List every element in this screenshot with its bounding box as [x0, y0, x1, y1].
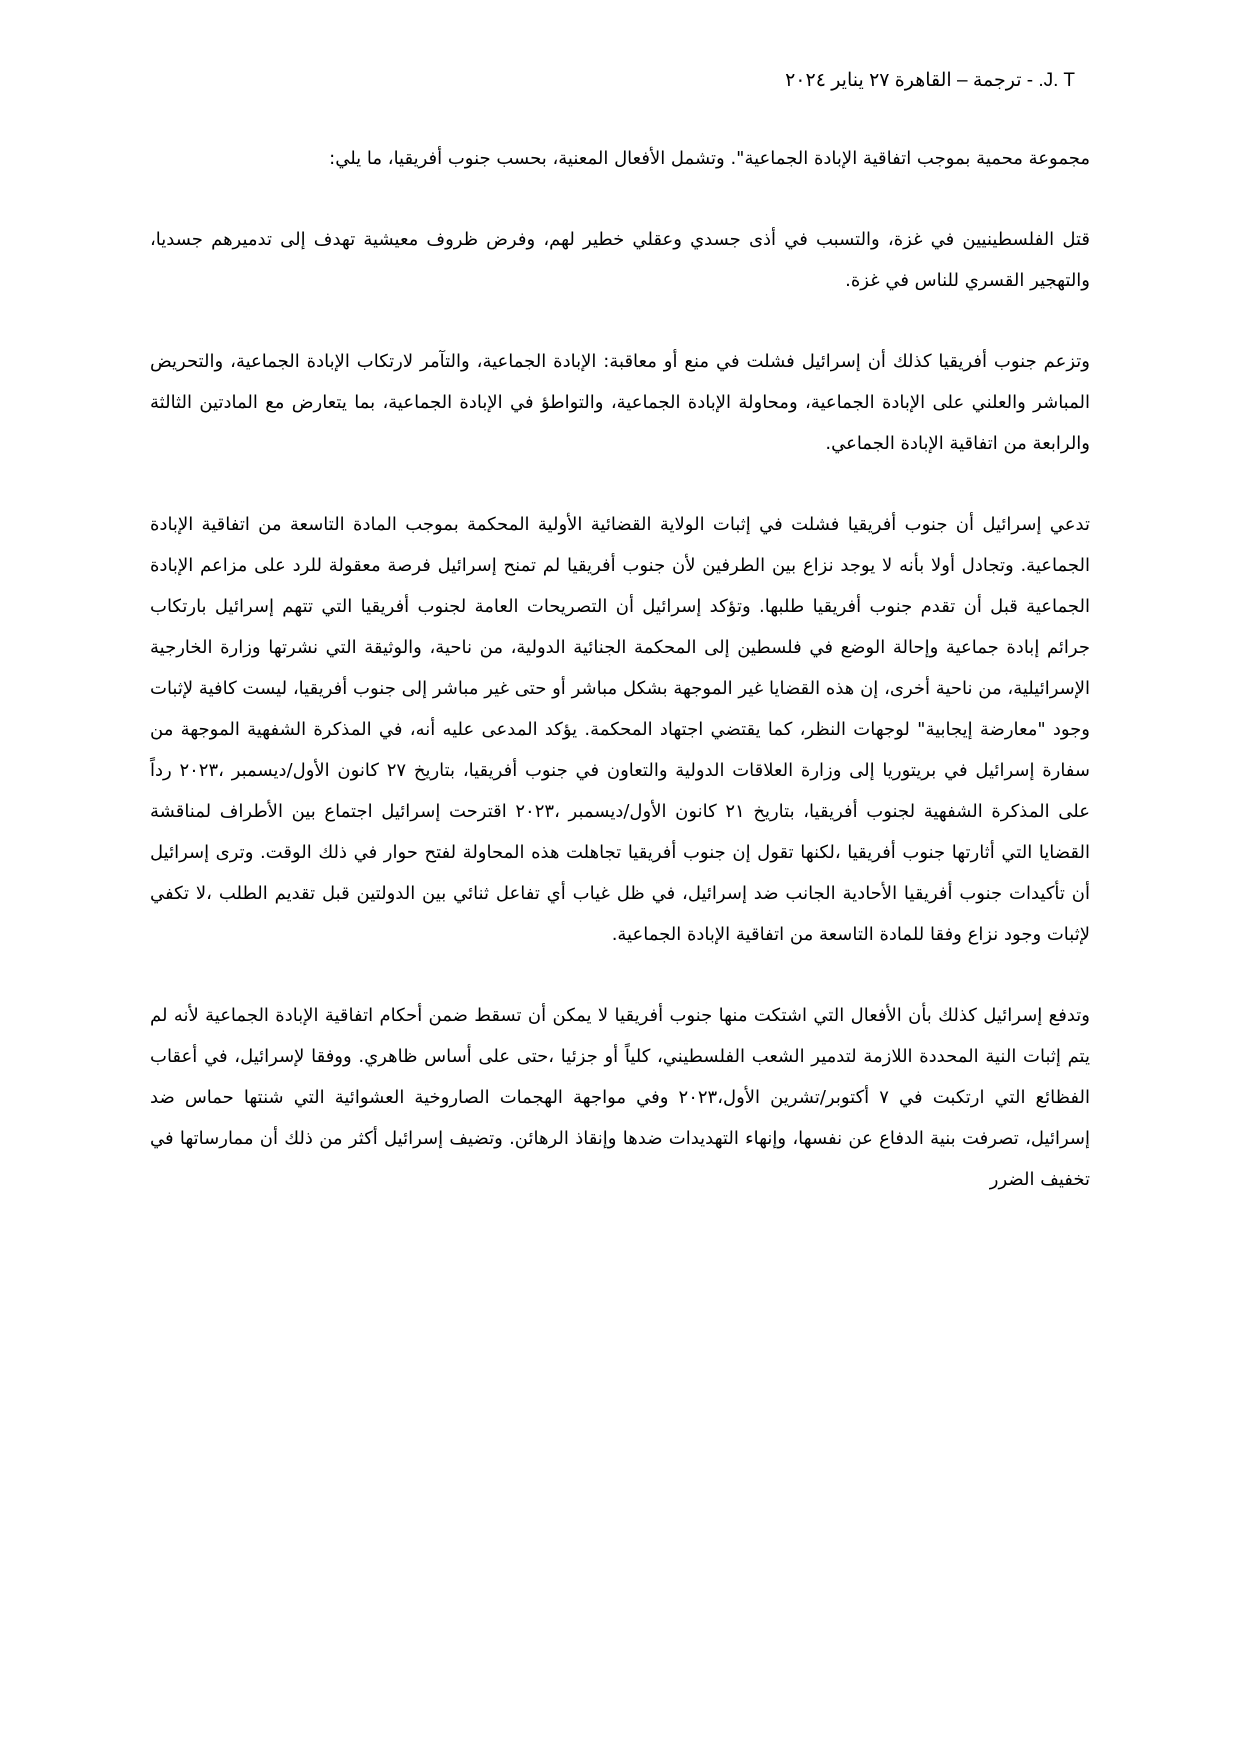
paragraph-protected-group: مجموعة محمية بموجب اتفاقية الإبادة الجماعية". وتشمل الأفعال المعنية، بحسب جنوب أفريقيا، ما يلي:: [329, 148, 1090, 169]
paragraph-jurisdiction-argument: تدعي إسرائيل أن جنوب أفريقيا فشلت في إثبات الولاية القضائية الأولية المحكمة بموجب المادة التاسعة من اتفاقية الإبادة الجماعية. وتجادل أولا بأنه لا يوجد نزاع بين الطرفين لأن جنوب أفريقيا لم تمنح إسرائيل فرصة معقولة للرد على مزاعم الإبادة الجماعية قبل أن تقدم جنوب أفريقيا طلبها. وتؤكد إسرائيل أن التصريحات العامة لجنوب أفريقيا التي تتهم إسرائيل بارتكاب جرائم إبادة جماعية وإحالة الوضع في فلسطين إلى المحكمة الجنائية الدولية، من ناحية، والوثيقة التي نشرتها وزارة الخارجية الإسرائيلية، من ناحية أخرى، إن هذه القضايا غير الموجهة بشكل مباشر أو حتى غير مباشر إلى جنوب أفريقيا، ليست كافية لإثبات وجود "معارضة إيجابية" لوجهات النظر، كما يقتضي اجتهاد المحكمة. يؤكد المدعى عليه أنه، في المذكرة الشفهية الموجهة من سفارة إسرائيل في بريتوريا إلى وزارة العلاقات الدولية والتعاون في جنوب أفريقيا، بتاريخ ٢٧ كانون الأول/ديسمبر ،٢٠٢٣ رداً على المذكرة الشفهية لجنوب أفريقيا، بتاريخ ٢١ كانون الأول/ديسمبر ،٢٠٢٣ اقترحت إسرائيل اجتماع بين الأطراف لمناقشة القضايا التي أثارتها جنوب أفريقيا ،لكنها تقول إن جنوب أفريقيا تجاهلت هذه المحاولة لفتح حوار في ذلك الوقت. وترى إسرائيل أن تأكيدات جنوب أفريقيا الأحادية الجانب ضد إسرائيل، في ظل غياب أي تفاعل ثنائي بين الدولتين قبل تقديم الطلب ،لا تكفي لإثبات وجود نزاع وفقا للمادة التاسعة من اتفاقية الإبادة الجماعية.: [150, 514, 1090, 945]
paragraph-intent-argument: وتدفع إسرائيل كذلك بأن الأفعال التي اشتكت منها جنوب أفريقيا لا يمكن أن تسقط ضمن أحكام اتفاقية الإبادة الجماعية لأنه لم يتم إثبات النية المحددة اللازمة لتدمير الشعب الفلسطيني، كلياً أو جزئيا ،حتى على أساس ظاهري. ووفقا لإسرائيل، في أعقاب الفظائع التي ارتكبت في ٧ أكتوبر/تشرين الأول،٢٠٢٣ وفي مواجهة الهجمات الصاروخية العشوائية التي شنتها حماس ضد إسرائيل، تصرفت بنية الدفاع عن نفسها، وإنهاء التهديدات ضدها وإنقاذ الرهائن. وتضيف إسرائيل أكثر من ذلك أن ممارساتها في تخفيف الضرر: [150, 1005, 1090, 1190]
document-body: [150, 138, 1090, 1240]
paragraph-acts-listed: قتل الفلسطينيين في غزة، والتسبب في أذى جسدي وعقلي خطير لهم، وفرض ظروف معيشية تهدف إلى تدميرهم جسديا، والتهجير القسري للناس في غزة.: [150, 229, 1090, 291]
paragraph-failure-to-prevent: وتزعم جنوب أفريقيا كذلك أن إسرائيل فشلت في منع أو معاقبة: الإبادة الجماعية، والتآمر لارتكاب الإبادة الجماعية، والتحريض المباشر والعلني على الإبادة الجماعية، ومحاولة الإبادة الجماعية، والتواطؤ في الإبادة الجماعية، بما يتعارض مع المادتين الثالثة والرابعة من اتفاقية الإبادة الجماعي.: [150, 351, 1090, 454]
page-header: J. T. - ترجمة – القاهرة ٢٧ يناير ٢٠٢٤: [785, 70, 1075, 91]
